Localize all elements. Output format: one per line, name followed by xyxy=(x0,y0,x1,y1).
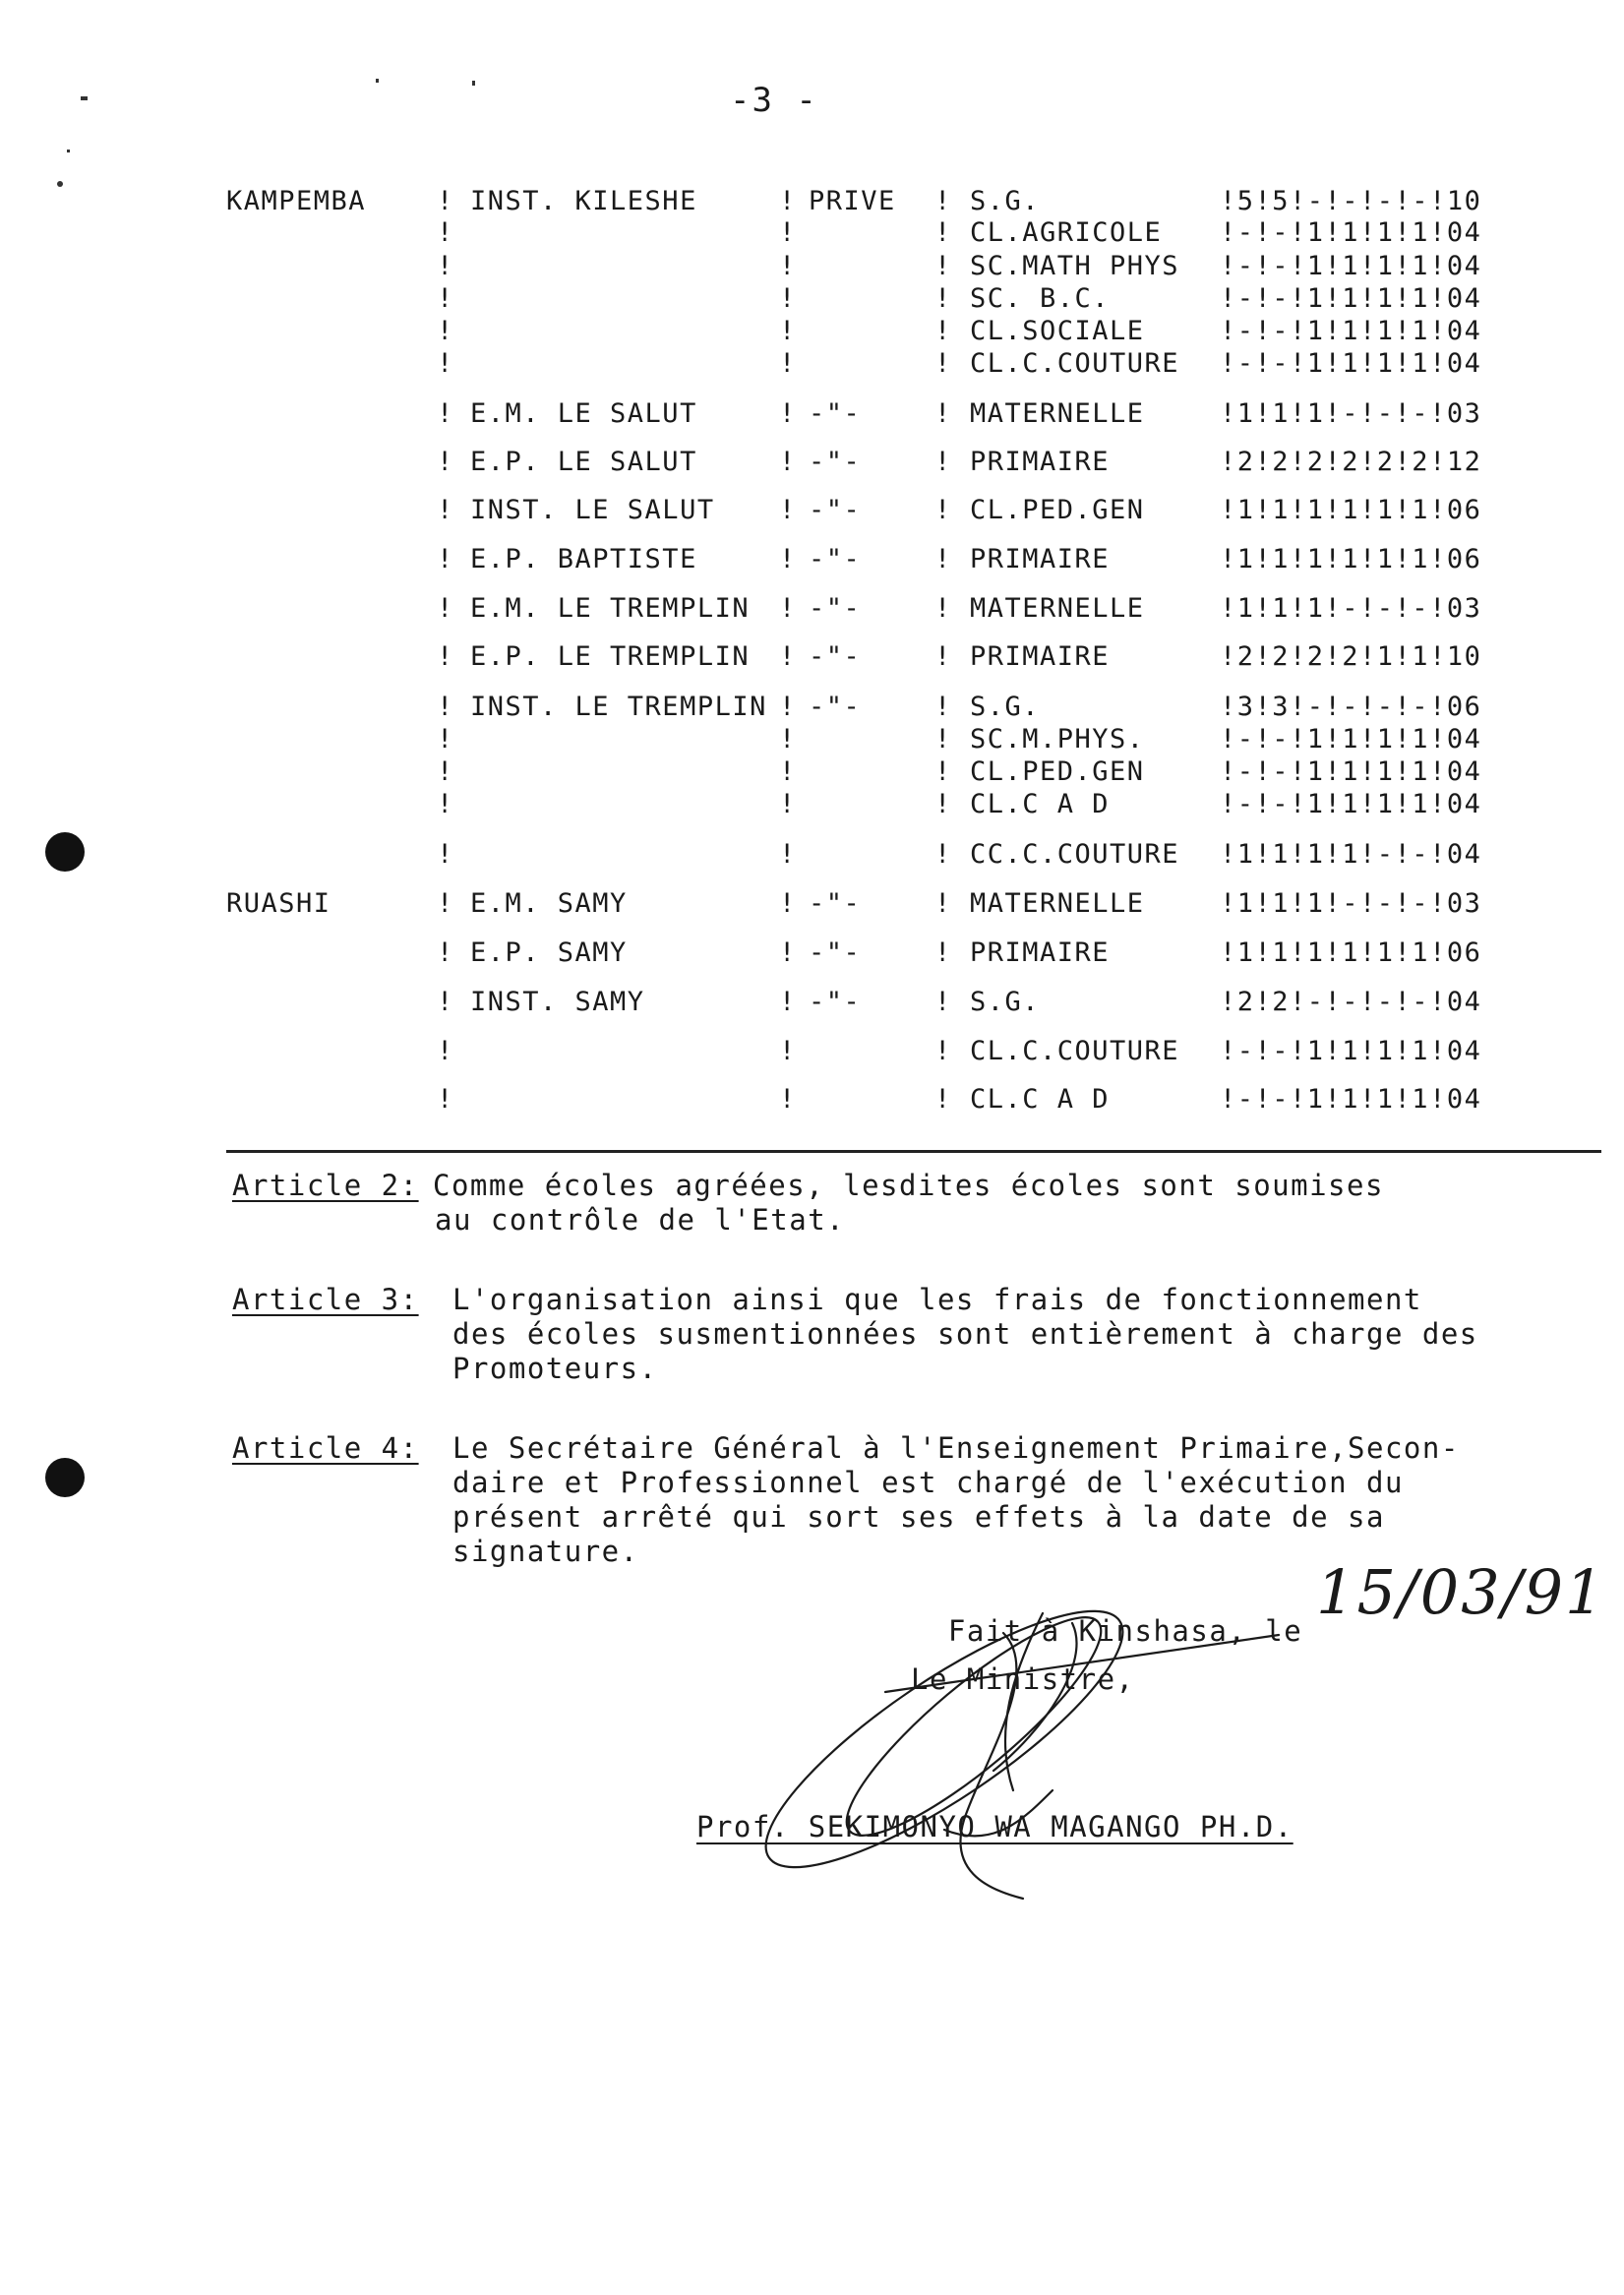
table-row xyxy=(0,723,1624,756)
column-separator: ! xyxy=(934,756,952,787)
column-separator: ! xyxy=(437,789,454,819)
cell-classes: !1!1!1!1!-!-!04 xyxy=(1220,839,1482,870)
cell-option: CL.C.COUTURE xyxy=(970,1036,1180,1066)
cell-classes: !3!3!-!-!-!-!06 xyxy=(1220,692,1482,722)
column-separator: ! xyxy=(779,348,797,379)
cell-classes: !2!2!2!2!2!2!12 xyxy=(1220,447,1482,477)
table-row xyxy=(0,250,1624,283)
column-separator: ! xyxy=(779,398,797,429)
column-separator: ! xyxy=(437,283,454,314)
table-row xyxy=(0,936,1624,970)
column-separator: ! xyxy=(934,1084,952,1115)
article-text-line: Promoteurs. xyxy=(452,1352,658,1385)
article-label: Article 3: xyxy=(232,1283,419,1316)
table-row xyxy=(0,1035,1624,1068)
cell-regime: -"- xyxy=(809,641,862,672)
column-separator: ! xyxy=(934,495,952,525)
cell-option: PRIMAIRE xyxy=(970,937,1111,968)
cell-regime: -"- xyxy=(809,593,862,624)
column-separator: ! xyxy=(934,316,952,346)
article-text-line: signature. xyxy=(452,1535,639,1568)
table-row xyxy=(0,592,1624,626)
cell-classes: !1!1!1!-!-!-!03 xyxy=(1220,593,1482,624)
cell-classes: !-!-!1!1!1!1!04 xyxy=(1220,1084,1482,1115)
table-row xyxy=(0,494,1624,527)
cell-regime: -"- xyxy=(809,544,862,574)
column-separator: ! xyxy=(934,186,952,216)
column-separator: ! xyxy=(934,937,952,968)
column-separator: ! xyxy=(437,398,454,429)
cell-option: PRIMAIRE xyxy=(970,641,1111,672)
table-bottom-rule xyxy=(226,1150,1601,1153)
table-row xyxy=(0,543,1624,576)
cell-regime: -"- xyxy=(809,987,862,1017)
column-separator: ! xyxy=(934,987,952,1017)
handwritten-date: 15/03/91 xyxy=(1316,1556,1606,1628)
column-separator: ! xyxy=(437,888,454,919)
cell-classes: !-!-!1!1!1!1!04 xyxy=(1220,789,1482,819)
column-separator: ! xyxy=(779,987,797,1017)
table-row xyxy=(0,986,1624,1019)
column-separator: ! xyxy=(437,544,454,574)
table-row xyxy=(0,788,1624,821)
table-row xyxy=(0,755,1624,789)
table-row xyxy=(0,282,1624,316)
column-separator: ! xyxy=(934,593,952,624)
cell-classes: !-!-!1!1!1!1!04 xyxy=(1220,1036,1482,1066)
table-row xyxy=(0,397,1624,431)
cell-ecole: INST. SAMY xyxy=(470,987,645,1017)
column-separator: ! xyxy=(934,447,952,477)
article-text-line: présent arrêté qui sort ses effets à la date de sa xyxy=(452,1500,1385,1534)
cell-regime: PRIVE xyxy=(809,186,896,216)
column-separator: ! xyxy=(934,348,952,379)
cell-ecole: E.P. BAPTISTE xyxy=(470,544,697,574)
minister-name: Prof. SEKIMONYO WA MAGANGO PH.D. xyxy=(696,1810,1293,1843)
place-and-date-line xyxy=(911,1581,1302,1648)
cell-option: CL.C A D xyxy=(970,789,1111,819)
page-number: -3 - xyxy=(730,81,818,120)
column-separator: ! xyxy=(934,251,952,281)
cell-option: CL.PED.GEN xyxy=(970,495,1145,525)
cell-regime: -"- xyxy=(809,447,862,477)
cell-ecole: E.M. LE SALUT xyxy=(470,398,697,429)
column-separator: ! xyxy=(779,641,797,672)
cell-ecole: E.P. SAMY xyxy=(470,937,628,968)
cell-classes: !-!-!1!1!1!1!04 xyxy=(1220,283,1482,314)
column-separator: ! xyxy=(779,495,797,525)
scan-speck xyxy=(472,81,475,86)
column-separator: ! xyxy=(934,789,952,819)
column-separator: ! xyxy=(779,789,797,819)
column-separator: ! xyxy=(934,283,952,314)
cell-option: CC.C.COUTURE xyxy=(970,839,1180,870)
cell-regime: -"- xyxy=(809,888,862,919)
cell-classes: !1!1!1!1!1!1!06 xyxy=(1220,495,1482,525)
column-separator: ! xyxy=(779,1036,797,1066)
column-separator: ! xyxy=(779,724,797,755)
article-label: Article 2: xyxy=(232,1169,419,1202)
cell-regime: -"- xyxy=(809,398,862,429)
column-separator: ! xyxy=(437,217,454,248)
cell-classes: !-!-!1!1!1!1!04 xyxy=(1220,217,1482,248)
cell-option: SC.M.PHYS. xyxy=(970,724,1145,755)
scan-speck xyxy=(376,79,379,83)
cell-option: S.G. xyxy=(970,186,1041,216)
punch-hole-bottom xyxy=(45,1458,85,1497)
table-row xyxy=(0,315,1624,348)
column-separator: ! xyxy=(934,692,952,722)
cell-ecole: E.P. LE SALUT xyxy=(470,447,697,477)
article-label: Article 4: xyxy=(232,1431,419,1465)
cell-classes: !-!-!1!1!1!1!04 xyxy=(1220,348,1482,379)
scan-speck xyxy=(67,150,70,152)
cell-option: MATERNELLE xyxy=(970,888,1145,919)
table-row xyxy=(0,216,1624,250)
cell-classes: !5!5!-!-!-!-!10 xyxy=(1220,186,1482,216)
column-separator: ! xyxy=(779,217,797,248)
column-separator: ! xyxy=(779,283,797,314)
table-row xyxy=(0,446,1624,479)
cell-classes: !1!1!1!-!-!-!03 xyxy=(1220,398,1482,429)
column-separator: ! xyxy=(437,348,454,379)
column-separator: ! xyxy=(934,724,952,755)
cell-regime: -"- xyxy=(809,495,862,525)
column-separator: ! xyxy=(779,447,797,477)
table-row xyxy=(0,838,1624,872)
column-separator: ! xyxy=(934,398,952,429)
table-row xyxy=(0,185,1624,218)
cell-option: MATERNELLE xyxy=(970,398,1145,429)
cell-option: S.G. xyxy=(970,692,1041,722)
cell-option: PRIMAIRE xyxy=(970,544,1111,574)
column-separator: ! xyxy=(779,186,797,216)
cell-ecole: INST. LE SALUT xyxy=(470,495,715,525)
column-separator: ! xyxy=(934,888,952,919)
column-separator: ! xyxy=(437,937,454,968)
column-separator: ! xyxy=(437,316,454,346)
column-separator: ! xyxy=(437,186,454,216)
article-text-line: Le Secrétaire Général à l'Enseignement Primaire,Secon- xyxy=(452,1431,1460,1465)
cell-option: PRIMAIRE xyxy=(970,447,1111,477)
table-row xyxy=(0,691,1624,724)
column-separator: ! xyxy=(779,692,797,722)
cell-option: CL.PED.GEN xyxy=(970,756,1145,787)
table-row xyxy=(0,640,1624,674)
table-row xyxy=(0,1083,1624,1117)
column-separator: ! xyxy=(779,251,797,281)
article-text-line: L'organisation ainsi que les frais de fonctionnement xyxy=(452,1283,1422,1316)
minister-title: Le Ministre, xyxy=(911,1662,1135,1696)
cell-option: CL.SOCIALE xyxy=(970,316,1145,346)
table-row xyxy=(0,347,1624,381)
column-separator: ! xyxy=(437,987,454,1017)
cell-commune: RUASHI xyxy=(226,888,331,919)
column-separator: ! xyxy=(779,937,797,968)
article-text-line: Comme écoles agréées, lesdites écoles sont soumises xyxy=(433,1169,1384,1202)
article-text-line: au contrôle de l'Etat. xyxy=(435,1203,846,1237)
cell-regime: -"- xyxy=(809,692,862,722)
cell-option: CL.C.COUTURE xyxy=(970,348,1180,379)
article-text-line: des écoles susmentionnées sont entièrement à charge des xyxy=(452,1317,1478,1351)
article-text-line: daire et Professionnel est chargé de l'exécution du xyxy=(452,1466,1404,1499)
cell-ecole: E.P. LE TREMPLIN xyxy=(470,641,751,672)
column-separator: ! xyxy=(779,316,797,346)
cell-classes: !1!1!1!-!-!-!03 xyxy=(1220,888,1482,919)
column-separator: ! xyxy=(779,544,797,574)
column-separator: ! xyxy=(934,641,952,672)
column-separator: ! xyxy=(437,839,454,870)
cell-option: MATERNELLE xyxy=(970,593,1145,624)
column-separator: ! xyxy=(437,495,454,525)
column-separator: ! xyxy=(934,544,952,574)
cell-option: SC.MATH PHYS xyxy=(970,251,1180,281)
cell-classes: !-!-!1!1!1!1!04 xyxy=(1220,316,1482,346)
column-separator: ! xyxy=(437,756,454,787)
cell-classes: !-!-!1!1!1!1!04 xyxy=(1220,756,1482,787)
place-text: Fait à Kinshasa, le xyxy=(947,1614,1303,1648)
cell-option: S.G. xyxy=(970,987,1041,1017)
column-separator: ! xyxy=(779,888,797,919)
column-separator: ! xyxy=(934,839,952,870)
cell-classes: !-!-!1!1!1!1!04 xyxy=(1220,251,1482,281)
cell-classes: !2!2!2!2!1!1!10 xyxy=(1220,641,1482,672)
column-separator: ! xyxy=(779,839,797,870)
column-separator: ! xyxy=(437,1036,454,1066)
table-row xyxy=(0,887,1624,921)
cell-ecole: E.M. LE TREMPLIN xyxy=(470,593,751,624)
column-separator: ! xyxy=(437,724,454,755)
column-separator: ! xyxy=(934,217,952,248)
cell-ecole: INST. KILESHE xyxy=(470,186,697,216)
cell-ecole: INST. LE TREMPLIN xyxy=(470,692,767,722)
column-separator: ! xyxy=(437,593,454,624)
column-separator: ! xyxy=(779,756,797,787)
column-separator: ! xyxy=(437,692,454,722)
column-separator: ! xyxy=(437,641,454,672)
column-separator: ! xyxy=(437,447,454,477)
cell-classes: !1!1!1!1!1!1!06 xyxy=(1220,544,1482,574)
column-separator: ! xyxy=(779,593,797,624)
column-separator: ! xyxy=(779,1084,797,1115)
cell-option: SC. B.C. xyxy=(970,283,1111,314)
column-separator: ! xyxy=(934,1036,952,1066)
cell-option: CL.AGRICOLE xyxy=(970,217,1163,248)
column-separator: ! xyxy=(437,251,454,281)
cell-option: CL.C A D xyxy=(970,1084,1111,1115)
cell-classes: !1!1!1!1!1!1!06 xyxy=(1220,937,1482,968)
cell-commune: KAMPEMBA xyxy=(226,186,367,216)
cell-classes: !2!2!-!-!-!-!04 xyxy=(1220,987,1482,1017)
cell-classes: !-!-!1!1!1!1!04 xyxy=(1220,724,1482,755)
cell-ecole: E.M. SAMY xyxy=(470,888,628,919)
column-separator: ! xyxy=(437,1084,454,1115)
scan-speck xyxy=(81,96,88,100)
cell-regime: -"- xyxy=(809,937,862,968)
